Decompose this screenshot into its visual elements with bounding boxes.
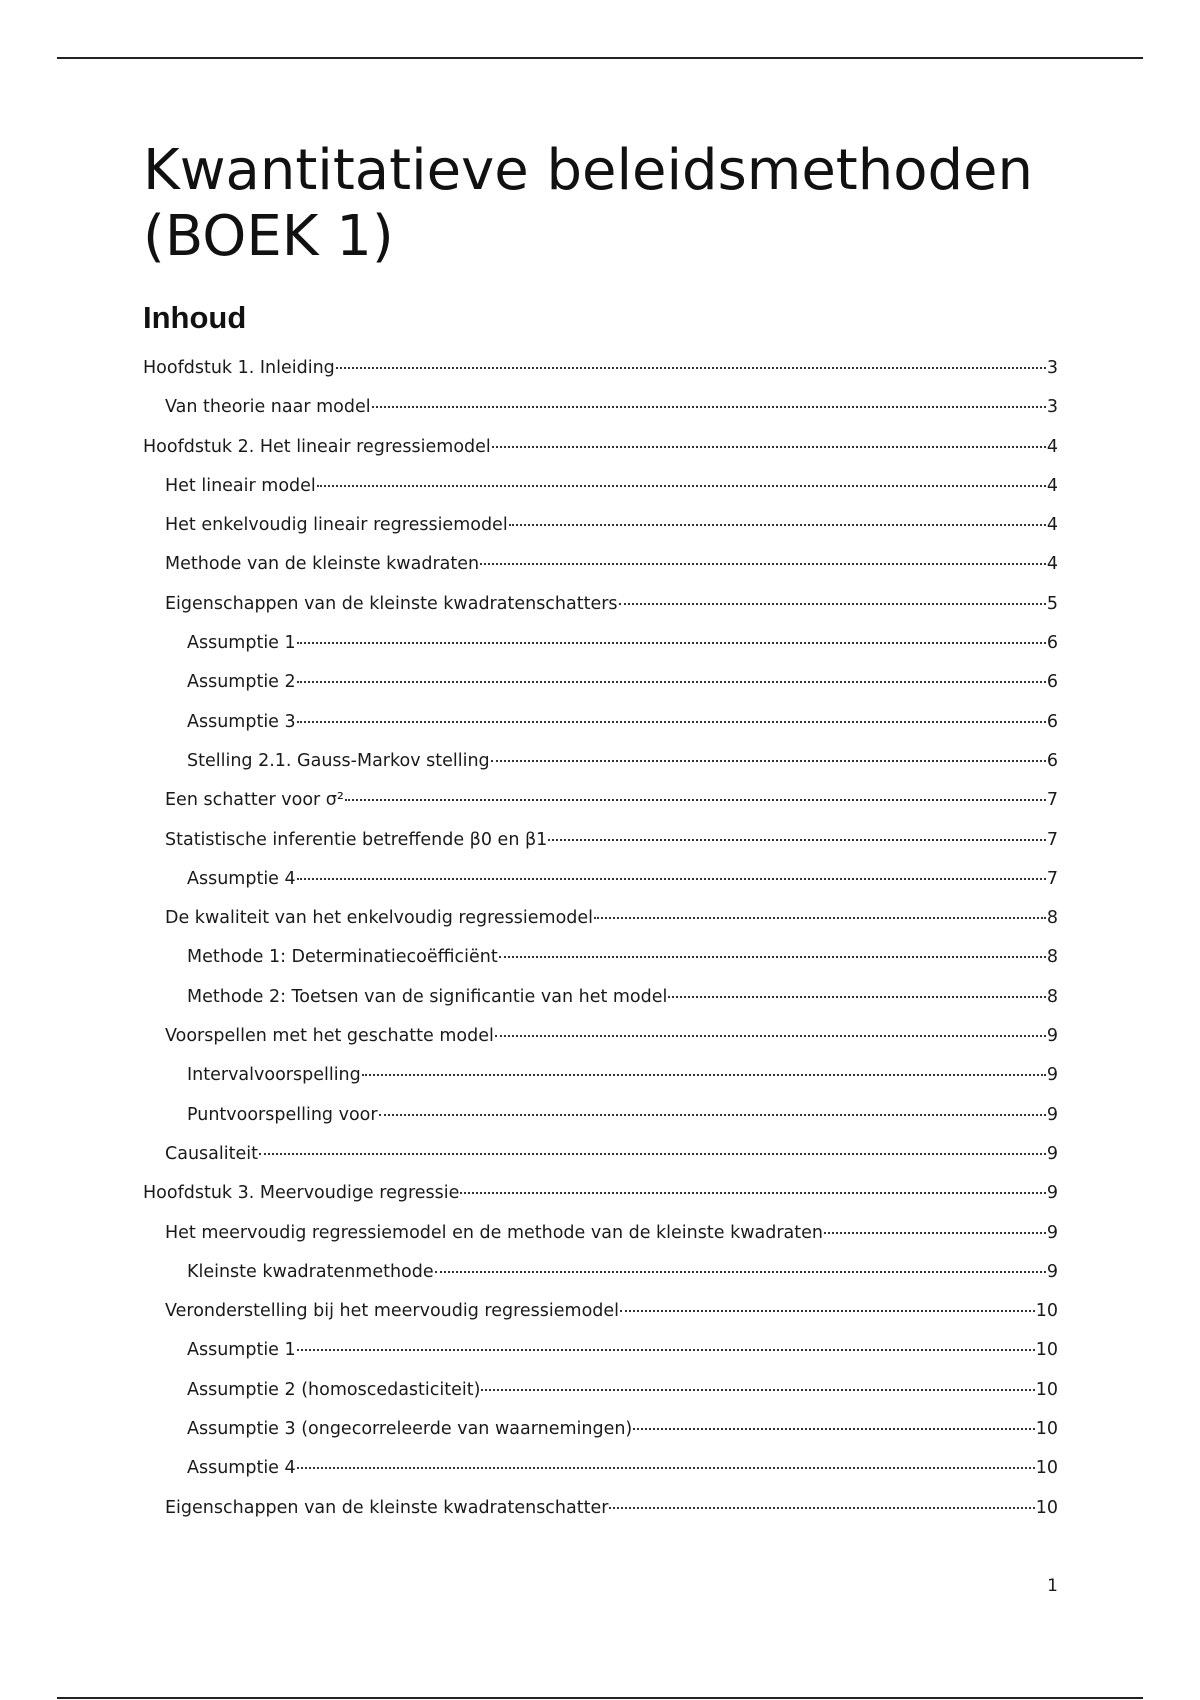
- toc-entry-page: 5: [1046, 593, 1058, 614]
- toc-dot-leader: [317, 484, 1046, 487]
- page-top-rule: [57, 57, 1143, 59]
- toc-dot-leader: [372, 405, 1046, 408]
- toc-dot-leader: [633, 1427, 1034, 1430]
- toc-entry-page: 9: [1046, 1026, 1058, 1047]
- toc-entry-title: Hoofdstuk 1. Inleiding: [143, 358, 335, 378]
- toc-entry-title: Het lineair model: [165, 475, 316, 496]
- toc-entry[interactable]: [143, 624, 1058, 663]
- toc-entry-title: Assumptie 4: [187, 868, 296, 889]
- toc-entry-page: 7: [1046, 829, 1058, 850]
- toc-entry-title: Stelling 2.1. Gauss-Markov stelling: [187, 750, 490, 771]
- toc-dot-leader: [495, 1034, 1046, 1037]
- toc-entry[interactable]: [143, 545, 1058, 584]
- toc-entry[interactable]: [143, 742, 1058, 781]
- toc-entry-title: Statistische inferentie betreffende β0 en β1: [165, 829, 548, 850]
- toc-dot-leader: [480, 562, 1046, 565]
- toc-entry-page: 10: [1035, 1379, 1058, 1400]
- toc-entry-title: Assumptie 3: [187, 711, 296, 732]
- toc-entry[interactable]: [143, 821, 1058, 860]
- toc-entry-page: 6: [1046, 633, 1058, 654]
- page-number: 1: [1047, 1576, 1058, 1596]
- toc-entry-page: 10: [1035, 1458, 1058, 1479]
- toc-entry[interactable]: [143, 781, 1058, 820]
- toc-entry[interactable]: [143, 428, 1058, 467]
- toc-entry-title: Het enkelvoudig lineair regressiemodel: [165, 515, 508, 536]
- toc-entry[interactable]: [143, 899, 1058, 938]
- toc-dot-leader: [259, 1152, 1046, 1155]
- toc-entry-page: 10: [1035, 1301, 1058, 1322]
- toc-entry[interactable]: [143, 1292, 1058, 1331]
- toc-heading: Inhoud: [143, 300, 247, 335]
- toc-entry-title: Assumptie 2 (homoscedasticiteit): [187, 1379, 481, 1400]
- document-title: Kwantitatieve beleidsmethoden (BOEK 1): [143, 138, 1033, 269]
- toc-entry-page: 10: [1035, 1419, 1058, 1440]
- toc-entry[interactable]: [143, 1056, 1058, 1095]
- toc-dot-leader: [499, 955, 1046, 958]
- toc-entry[interactable]: [143, 1410, 1058, 1449]
- toc-entry-title: Methode 2: Toetsen van de significantie van het model: [187, 986, 668, 1007]
- toc-entry-page: 3: [1046, 358, 1058, 378]
- toc-entry-title: Eigenschappen van de kleinste kwadratenschatter: [165, 1497, 609, 1518]
- toc-dot-leader: [481, 1388, 1034, 1391]
- toc-entry-title: Assumptie 4: [187, 1458, 296, 1479]
- toc-entry[interactable]: [143, 467, 1058, 506]
- toc-entry[interactable]: [143, 1489, 1058, 1528]
- toc-entry-page: 9: [1046, 1065, 1058, 1086]
- toc-dot-leader: [668, 995, 1045, 998]
- toc-entry-title: Van theorie naar model: [165, 397, 371, 418]
- toc-entry-title: Causaliteit: [165, 1143, 258, 1164]
- toc-dot-leader: [509, 523, 1046, 526]
- toc-entry-title: Voorspellen met het geschatte model: [165, 1026, 494, 1047]
- toc-entry[interactable]: [143, 860, 1058, 899]
- toc-entry-page: 4: [1046, 515, 1058, 536]
- toc-dot-leader: [297, 680, 1046, 683]
- toc-dot-leader: [824, 1231, 1046, 1234]
- page-bottom-rule: [57, 1697, 1143, 1699]
- toc-entry-title: Een schatter voor σ²: [165, 790, 344, 811]
- toc-entry[interactable]: [143, 1017, 1058, 1056]
- toc-entry[interactable]: [143, 506, 1058, 545]
- toc-entry-title: Hoofdstuk 3. Meervoudige regressie: [143, 1183, 460, 1204]
- toc-entry-page: 7: [1046, 868, 1058, 889]
- toc-entry-title: Assumptie 3 (ongecorreleerde van waarnemingen): [187, 1419, 633, 1440]
- toc-dot-leader: [297, 641, 1046, 644]
- toc-entry[interactable]: [143, 938, 1058, 977]
- toc-entry-title: Het meervoudig regressiemodel en de methode van de kleinste kwadraten: [165, 1222, 823, 1243]
- toc-dot-leader: [435, 1270, 1046, 1273]
- toc-entry[interactable]: [143, 663, 1058, 702]
- toc-entry-title: Assumptie 1: [187, 1340, 296, 1361]
- toc-entry-page: 10: [1035, 1340, 1058, 1361]
- toc-dot-leader: [297, 1466, 1035, 1469]
- toc-dot-leader: [345, 798, 1046, 801]
- toc-dot-leader: [492, 445, 1046, 448]
- toc-entry-title: Puntvoorspelling voor: [187, 1104, 378, 1125]
- toc-entry-title: Kleinste kwadratenmethode: [187, 1261, 434, 1282]
- toc-dot-leader: [460, 1191, 1045, 1194]
- toc-entry-page: 8: [1046, 908, 1058, 929]
- toc-entry-title: Methode van de kleinste kwadraten: [165, 554, 480, 575]
- toc-entry-page: 6: [1046, 711, 1058, 732]
- toc-dot-leader: [620, 1309, 1035, 1312]
- toc-entry-page: 9: [1046, 1222, 1058, 1243]
- toc-entry-page: 9: [1046, 1261, 1058, 1282]
- toc-entry[interactable]: [143, 1331, 1058, 1370]
- toc-entry[interactable]: [143, 703, 1058, 742]
- toc-entry-page: 4: [1046, 436, 1058, 457]
- toc-entry[interactable]: [143, 585, 1058, 624]
- toc-entry-page: 9: [1046, 1143, 1058, 1164]
- toc-entry-title: Eigenschappen van de kleinste kwadratenschatters: [165, 593, 618, 614]
- toc-entry[interactable]: [143, 1214, 1058, 1253]
- toc-entry-page: 7: [1046, 790, 1058, 811]
- table-of-contents: [143, 349, 1058, 1528]
- toc-entry[interactable]: [143, 1135, 1058, 1174]
- toc-entry-title: Assumptie 1: [187, 633, 296, 654]
- toc-entry-title: Hoofdstuk 2. Het lineair regressiemodel: [143, 436, 491, 457]
- toc-dot-leader: [297, 1348, 1035, 1351]
- toc-dot-leader: [297, 720, 1046, 723]
- toc-entry-title: Assumptie 2: [187, 672, 296, 693]
- toc-entry-page: 10: [1035, 1497, 1058, 1518]
- toc-dot-leader: [297, 877, 1046, 880]
- toc-entry-page: 8: [1046, 986, 1058, 1007]
- toc-entry[interactable]: [143, 1096, 1058, 1135]
- toc-dot-leader: [619, 602, 1046, 605]
- toc-entry[interactable]: [143, 1449, 1058, 1488]
- toc-dot-leader: [491, 759, 1046, 762]
- toc-entry[interactable]: [143, 1371, 1058, 1410]
- toc-entry-page: 6: [1046, 672, 1058, 693]
- toc-entry-title: Veronderstelling bij het meervoudig regressiemodel: [165, 1301, 620, 1322]
- toc-dot-leader: [336, 366, 1046, 369]
- toc-entry-title: De kwaliteit van het enkelvoudig regressiemodel: [165, 908, 594, 929]
- toc-entry[interactable]: [143, 978, 1058, 1017]
- toc-entry-title: Intervalvoorspelling: [187, 1065, 361, 1086]
- toc-entry[interactable]: [143, 349, 1058, 388]
- toc-entry[interactable]: [143, 1253, 1058, 1292]
- toc-entry-title: Methode 1: Determinatiecoëfficiënt: [187, 947, 498, 968]
- toc-dot-leader: [362, 1073, 1046, 1076]
- toc-entry[interactable]: [143, 1174, 1058, 1213]
- toc-entry-page: 4: [1046, 554, 1058, 575]
- toc-entry-page: 6: [1046, 750, 1058, 771]
- toc-dot-leader: [609, 1506, 1034, 1509]
- toc-dot-leader: [379, 1113, 1046, 1116]
- toc-entry-page: 9: [1046, 1104, 1058, 1125]
- toc-dot-leader: [548, 838, 1046, 841]
- toc-entry[interactable]: [143, 388, 1058, 427]
- toc-entry-page: 8: [1046, 947, 1058, 968]
- toc-entry-page: 9: [1046, 1183, 1058, 1204]
- toc-entry-page: 3: [1046, 397, 1058, 418]
- toc-dot-leader: [594, 916, 1046, 919]
- toc-entry-page: 4: [1046, 475, 1058, 496]
